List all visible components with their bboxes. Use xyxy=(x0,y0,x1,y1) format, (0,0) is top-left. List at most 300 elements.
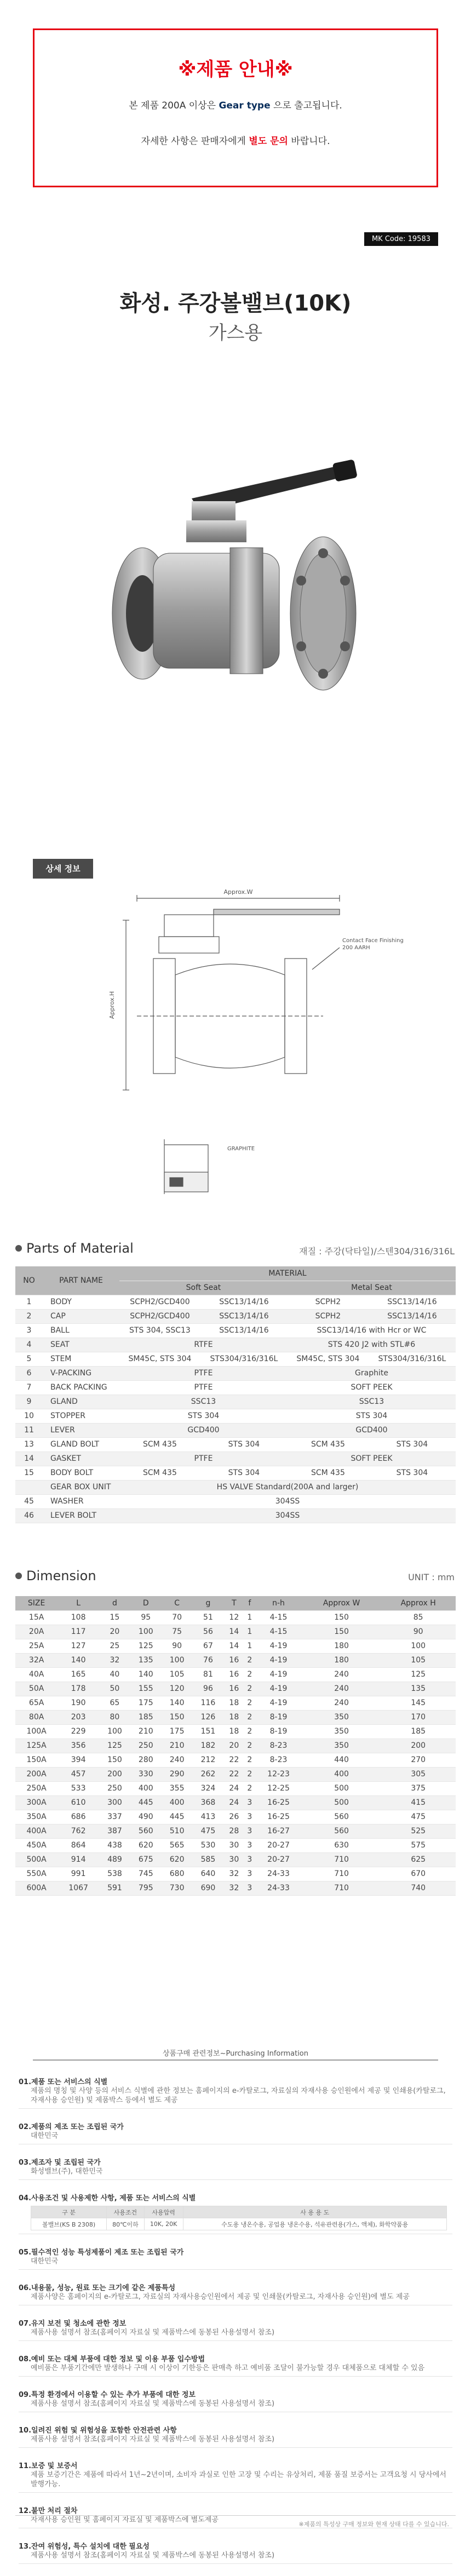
dimension-cell: 640 xyxy=(193,1867,224,1881)
dimension-cell: 3 xyxy=(244,1867,255,1881)
dimension-cell: 500A xyxy=(15,1852,58,1867)
mk-code-badge: MK Code: 19583 xyxy=(364,232,438,246)
dimension-cell: 2 xyxy=(244,1739,255,1753)
parts-heading: Parts of Material xyxy=(15,1240,134,1256)
dimension-cell: 180 xyxy=(302,1639,381,1653)
dimension-cell: 32 xyxy=(223,1881,244,1895)
dimension-cell: 126 xyxy=(193,1710,224,1724)
parts-cell-metal-2: STS304/316/316L xyxy=(369,1352,456,1366)
footer-divider xyxy=(15,2515,456,2516)
dimension-head-cell: n-h xyxy=(255,1596,302,1610)
parts-cell-no: 6 xyxy=(15,1366,43,1380)
dimension-cell: 250A xyxy=(15,1781,58,1795)
dimension-row xyxy=(15,1625,456,1639)
dimension-cell: 22 xyxy=(223,1767,244,1781)
parts-cell-metal-2: SSC13/14/16 xyxy=(369,1295,456,1309)
dimension-cell: 155 xyxy=(130,1682,162,1696)
dimension-cell: 585 xyxy=(193,1852,224,1867)
dimension-cell: 120 xyxy=(162,1682,193,1696)
dimension-cell: 400 xyxy=(130,1781,162,1795)
dimension-cell: 150 xyxy=(302,1610,381,1625)
parts-cell-name: SEAT xyxy=(43,1338,119,1352)
dimension-cell: 3 xyxy=(244,1881,255,1895)
parts-head-metal: Metal Seat xyxy=(288,1281,456,1295)
dimension-cell: 3 xyxy=(244,1824,255,1838)
dimension-cell: 240 xyxy=(302,1696,381,1710)
dimension-cell: 65A xyxy=(15,1696,58,1710)
parts-cell-name: GASKET xyxy=(43,1451,119,1466)
dimension-cell: 70 xyxy=(162,1610,193,1625)
dimension-cell: 100 xyxy=(381,1639,456,1653)
dimension-row xyxy=(15,1696,456,1710)
dimension-cell: 250 xyxy=(99,1781,130,1795)
purchasing-answer: 화성밸브(주), 대한민국 xyxy=(31,2167,103,2176)
parts-cell-metal-1: SCPH2 xyxy=(288,1295,369,1309)
dimension-row xyxy=(15,1739,456,1753)
dimension-cell: 795 xyxy=(130,1881,162,1895)
parts-cell-metal: GCD400 xyxy=(288,1423,456,1437)
dimension-cell: 538 xyxy=(99,1867,130,1881)
purchasing-item xyxy=(19,2282,452,2305)
dimension-cell: 165 xyxy=(58,1667,99,1682)
dimension-unit: UNIT : mm xyxy=(408,1572,455,1582)
dimension-row xyxy=(15,1810,456,1824)
parts-cell-soft-2: STS304/316/316L xyxy=(200,1352,288,1366)
dimension-row xyxy=(15,1852,456,1867)
dimension-cell: 4-19 xyxy=(255,1653,302,1667)
dimension-cell: 356 xyxy=(58,1739,99,1753)
dimension-cell: 170 xyxy=(381,1710,456,1724)
dimension-cell: 20 xyxy=(223,1739,244,1753)
parts-cell-name: GLAND BOLT xyxy=(43,1437,119,1451)
dimension-cell: 90 xyxy=(381,1625,456,1639)
dimension-cell: 26 xyxy=(223,1810,244,1824)
parts-cell-no: 2 xyxy=(15,1309,43,1323)
parts-row xyxy=(15,1380,456,1395)
dimension-row xyxy=(15,1667,456,1682)
purchasing-question: 01.제품 또는 서비스의 식별 xyxy=(19,2078,108,2086)
usage-cell: 10K, 20K xyxy=(144,2218,183,2230)
purchasing-question: 02.제품의 제조 또는 조립된 국가 xyxy=(19,2123,124,2131)
dimension-cell: 240 xyxy=(302,1682,381,1696)
purchasing-item xyxy=(19,2121,452,2144)
dimension-cell: 32A xyxy=(15,1653,58,1667)
purchasing-item xyxy=(19,2317,452,2341)
parts-row xyxy=(15,1338,456,1352)
dimension-row xyxy=(15,1753,456,1767)
dimension-cell: 8-19 xyxy=(255,1724,302,1739)
purchasing-item xyxy=(19,2353,452,2377)
dimension-head-cell: C xyxy=(162,1596,193,1610)
dimension-cell: 140 xyxy=(130,1667,162,1682)
dimension-cell: 475 xyxy=(381,1810,456,1824)
dimension-cell: 20-27 xyxy=(255,1852,302,1867)
parts-cell-soft: PTFE xyxy=(119,1451,288,1466)
purchasing-answer: 대한민국 xyxy=(31,2132,59,2140)
parts-cell-soft-2: SSC13/14/16 xyxy=(200,1309,288,1323)
dimension-cell: 2 xyxy=(244,1653,255,1667)
dimension-head-cell: D xyxy=(130,1596,162,1610)
dimension-cell: 675 xyxy=(130,1852,162,1867)
dimension-cell: 40A xyxy=(15,1667,58,1682)
usage-head-cell: 사 용 용 도 xyxy=(183,2206,446,2218)
purchasing-item xyxy=(19,2540,452,2564)
parts-cell-no: 46 xyxy=(15,1508,43,1523)
purchasing-question: 12.불만 처리 절차 xyxy=(19,2507,78,2515)
parts-cell-name: CAP xyxy=(43,1309,119,1323)
notice-line-1-post: 으로 출고됩니다. xyxy=(270,100,342,111)
product-title: 화성. 주강볼밸브(10K) xyxy=(119,291,352,316)
purchasing-answer: 대한민국 xyxy=(31,2257,59,2265)
dimension-cell: 530 xyxy=(193,1838,224,1852)
dimension-cell: 680 xyxy=(162,1867,193,1881)
dimension-cell: 620 xyxy=(130,1838,162,1852)
dimension-cell: 630 xyxy=(302,1838,381,1852)
parts-cell-metal: SSC13 xyxy=(288,1395,456,1409)
dimension-cell: 14 xyxy=(223,1625,244,1639)
dimension-cell: 18 xyxy=(223,1724,244,1739)
dimension-cell: 400 xyxy=(162,1795,193,1810)
parts-cell-name: LEVER BOLT xyxy=(43,1508,119,1523)
parts-row xyxy=(15,1423,456,1437)
dimension-cell: 730 xyxy=(162,1881,193,1895)
dimension-cell: 28 xyxy=(223,1824,244,1838)
dimension-cell: 185 xyxy=(381,1724,456,1739)
dimension-cell: 1 xyxy=(244,1625,255,1639)
parts-cell-metal: STS 420 J2 with STL#6 xyxy=(288,1338,456,1352)
parts-cell-metal: STS 304 xyxy=(288,1409,456,1423)
parts-row xyxy=(15,1309,456,1323)
dimension-cell: 100A xyxy=(15,1724,58,1739)
usage-head-cell: 구 분 xyxy=(31,2206,107,2218)
dimension-row xyxy=(15,1795,456,1810)
dimension-cell: 56 xyxy=(193,1625,224,1639)
dimension-cell: 510 xyxy=(162,1824,193,1838)
dimension-cell: 2 xyxy=(244,1724,255,1739)
dimension-cell: 3 xyxy=(244,1852,255,1867)
ball-valve-photo xyxy=(104,449,367,701)
notice-line-1-emphasis: Gear type xyxy=(219,100,271,111)
parts-cell-no: 14 xyxy=(15,1451,43,1466)
purchasing-item xyxy=(19,2424,452,2448)
dimension-cell: 15A xyxy=(15,1610,58,1625)
parts-cell-metal-1: SCPH2 xyxy=(288,1309,369,1323)
dimension-cell: 710 xyxy=(302,1867,381,1881)
parts-cell-soft: SSC13 xyxy=(119,1395,288,1409)
purchasing-divider xyxy=(19,2340,452,2341)
bullet-icon xyxy=(15,1573,22,1579)
parts-cell-soft: STS 304 xyxy=(119,1409,288,1423)
dimension-cell: 300A xyxy=(15,1795,58,1810)
dimension-cell: 67 xyxy=(193,1639,224,1653)
dimension-cell: 178 xyxy=(58,1682,99,1696)
dimension-cell: 710 xyxy=(302,1852,381,1867)
dimension-cell: 533 xyxy=(58,1781,99,1795)
dimension-cell: 413 xyxy=(193,1810,224,1824)
dimension-cell: 90 xyxy=(162,1639,193,1653)
dimension-cell: 375 xyxy=(381,1781,456,1795)
dimension-cell: 150 xyxy=(302,1625,381,1639)
dimension-cell: 305 xyxy=(381,1767,456,1781)
dimension-cell: 125 xyxy=(99,1739,130,1753)
dimension-cell: 150 xyxy=(99,1753,130,1767)
dimension-cell: 65 xyxy=(99,1696,130,1710)
parts-cell-no: 5 xyxy=(15,1352,43,1366)
dimension-cell: 262 xyxy=(193,1767,224,1781)
purchasing-item xyxy=(19,2389,452,2412)
parts-cell-metal-2: STS 304 xyxy=(369,1437,456,1451)
purchasing-title: 상품구매 관련정보~Purchasing Information xyxy=(162,2050,308,2058)
dimension-cell: 270 xyxy=(381,1753,456,1767)
dimension-row xyxy=(15,1867,456,1881)
parts-cell-no: 4 xyxy=(15,1338,43,1352)
dimension-cell: 210 xyxy=(162,1739,193,1753)
parts-cell-soft-2: SSC13/14/16 xyxy=(200,1295,288,1309)
dimension-cell: 135 xyxy=(130,1653,162,1667)
dimension-row xyxy=(15,1881,456,1895)
dimension-row xyxy=(15,1767,456,1781)
dimension-head-cell: f xyxy=(244,1596,255,1610)
parts-cell-soft-1: SCM 435 xyxy=(119,1466,200,1480)
dimension-cell: 151 xyxy=(193,1724,224,1739)
dimension-row xyxy=(15,1838,456,1852)
dimension-cell: 145 xyxy=(381,1696,456,1710)
dimension-cell: 40 xyxy=(99,1667,130,1682)
purchasing-divider xyxy=(19,2376,452,2377)
dimension-head-cell: L xyxy=(58,1596,99,1610)
parts-cell-soft-2: STS 304 xyxy=(200,1437,288,1451)
dimension-cell: 337 xyxy=(99,1810,130,1824)
dimension-cell: 575 xyxy=(381,1838,456,1852)
parts-cell-soft-2: STS 304 xyxy=(200,1466,288,1480)
dimension-cell: 25 xyxy=(99,1639,130,1653)
dimension-cell: 32 xyxy=(99,1653,130,1667)
parts-row xyxy=(15,1395,456,1409)
dimension-cell: 12-23 xyxy=(255,1767,302,1781)
dimension-cell: 75 xyxy=(162,1625,193,1639)
notice-line-2-pre: 자세한 사항은 판매자에게 xyxy=(141,136,249,147)
dimension-cell: 16 xyxy=(223,1682,244,1696)
dimension-cell: 200 xyxy=(381,1739,456,1753)
parts-cell-no: 15 xyxy=(15,1466,43,1480)
purchasing-item xyxy=(19,2460,452,2493)
parts-cell-no xyxy=(15,1480,43,1494)
dimension-row xyxy=(15,1781,456,1795)
dimension-cell: 2 xyxy=(244,1767,255,1781)
dimension-cell: 489 xyxy=(99,1852,130,1867)
purchasing-question: 08.예비 또는 대체 부품에 대한 정보 및 이용 부품 입수방법 xyxy=(19,2355,205,2363)
dimension-cell: 16-25 xyxy=(255,1810,302,1824)
dimension-cell: 20 xyxy=(99,1625,130,1639)
dimension-cell: 1067 xyxy=(58,1881,99,1895)
parts-row xyxy=(15,1323,456,1338)
dimension-cell: 50 xyxy=(99,1682,130,1696)
dimension-cell: 100 xyxy=(130,1625,162,1639)
dimension-cell: 1 xyxy=(244,1610,255,1625)
notice-line-2-emphasis: 별도 문의 xyxy=(249,136,288,147)
dimension-head-cell: T xyxy=(223,1596,244,1610)
dimension-cell: 400A xyxy=(15,1824,58,1838)
purchasing-question: 03.제조자 및 조립된 국가 xyxy=(19,2159,101,2167)
drawing-graphite: GRAPHITE xyxy=(227,1146,255,1152)
dimension-cell: 350 xyxy=(302,1710,381,1724)
usage-head-cell: 사용압력 xyxy=(144,2206,183,2218)
dimension-cell: 350A xyxy=(15,1810,58,1824)
notice-title: ※제품 안내※ xyxy=(178,59,293,81)
detail-info-tab[interactable]: 상세 정보 xyxy=(33,859,93,879)
parts-cell-no: 10 xyxy=(15,1409,43,1423)
dimension-cell: 30 xyxy=(223,1852,244,1867)
parts-row xyxy=(15,1295,456,1309)
dimension-cell: 450A xyxy=(15,1838,58,1852)
dimension-cell: 24-33 xyxy=(255,1881,302,1895)
parts-cell-soft-1: SCPH2/GCD400 xyxy=(119,1309,200,1323)
parts-cell-no: 3 xyxy=(15,1323,43,1338)
parts-cell-name: V-PACKING xyxy=(43,1366,119,1380)
dimension-cell: 8-23 xyxy=(255,1739,302,1753)
dimension-cell: 24-33 xyxy=(255,1867,302,1881)
parts-cell-material: HS VALVE Standard(200A and larger) xyxy=(119,1480,456,1494)
parts-cell-name: LEVER xyxy=(43,1423,119,1437)
dimension-cell: 690 xyxy=(193,1881,224,1895)
dimension-cell: 22 xyxy=(223,1753,244,1767)
usage-row xyxy=(31,2218,447,2230)
parts-cell-metal-2: SSC13/14/16 xyxy=(369,1309,456,1323)
dimension-cell: 560 xyxy=(130,1824,162,1838)
parts-cell-soft: RTFE xyxy=(119,1338,288,1352)
dimension-cell: 30 xyxy=(223,1838,244,1852)
purchasing-answer: 제품사용 설명서 참조(홈페이지 자료실 및 제품박스에 동봉된 사용설명서 참조) xyxy=(31,2435,275,2443)
parts-cell-metal-1: SCM 435 xyxy=(288,1466,369,1480)
dimension-cell: 229 xyxy=(58,1724,99,1739)
dimension-cell: 1 xyxy=(244,1639,255,1653)
dimension-cell: 4-19 xyxy=(255,1639,302,1653)
dimension-cell: 100 xyxy=(162,1653,193,1667)
purchasing-item xyxy=(19,2076,452,2109)
purchasing-info xyxy=(19,2076,452,2576)
dimension-cell: 560 xyxy=(302,1810,381,1824)
parts-cell-metal: SSC13/14/16 with Hcr or WC xyxy=(288,1323,456,1338)
parts-head-name: PART NAME xyxy=(43,1266,119,1295)
dimension-cell: 125 xyxy=(130,1639,162,1653)
dimension-cell: 864 xyxy=(58,1838,99,1852)
dimension-cell: 14 xyxy=(223,1639,244,1653)
parts-table xyxy=(15,1266,456,1523)
purchasing-question: 10.일려진 위험 및 위험성을 포함한 안전관련 사항 xyxy=(19,2426,177,2435)
dimension-cell: 565 xyxy=(162,1838,193,1852)
dimension-cell: 150A xyxy=(15,1753,58,1767)
dimension-cell: 8-19 xyxy=(255,1710,302,1724)
dimension-heading: Dimension xyxy=(15,1568,96,1584)
purchasing-question: 06.내용물, 성능, 원료 또는 크기에 같은 제품특성 xyxy=(19,2284,176,2292)
dimension-cell: 745 xyxy=(130,1867,162,1881)
dimension-cell: 525 xyxy=(381,1824,456,1838)
purchasing-item xyxy=(19,2156,452,2180)
dimension-cell: 475 xyxy=(193,1824,224,1838)
dimension-head-cell: Approx H xyxy=(381,1596,456,1610)
parts-cell-metal-1: SM45C, STS 304 xyxy=(288,1352,369,1366)
dimension-cell: 500 xyxy=(302,1795,381,1810)
dimension-cell: 500 xyxy=(302,1781,381,1795)
dimension-row xyxy=(15,1710,456,1724)
dimension-table xyxy=(15,1596,456,1896)
parts-row xyxy=(15,1352,456,1366)
usage-conditions-table xyxy=(31,2206,447,2230)
purchasing-answer: 자재사용 승인원 및 홈페이지 자료실 및 제품박스에 별도제공 xyxy=(31,2516,219,2524)
dimension-cell: 4-19 xyxy=(255,1667,302,1682)
dimension-cell: 2 xyxy=(244,1781,255,1795)
dimension-cell: 125A xyxy=(15,1739,58,1753)
purchasing-divider xyxy=(33,2059,438,2061)
usage-cell: 수도용 냉온수용, 공업용 냉온수용, 석유관련용(가스, 액체), 화학약품용 xyxy=(183,2218,446,2230)
usage-cell: 80℃이하 xyxy=(107,2218,144,2230)
dimension-head-cell: SIZE xyxy=(15,1596,58,1610)
parts-cell-soft-1: STS 304, SSC13 xyxy=(119,1323,200,1338)
dimension-cell: 116 xyxy=(193,1696,224,1710)
parts-row xyxy=(15,1508,456,1523)
parts-cell-no: 45 xyxy=(15,1494,43,1508)
dimension-cell: 175 xyxy=(130,1696,162,1710)
parts-cell-metal-2: STS 304 xyxy=(369,1466,456,1480)
dimension-cell: 15 xyxy=(99,1610,130,1625)
dimension-cell: 394 xyxy=(58,1753,99,1767)
dimension-cell: 140 xyxy=(162,1696,193,1710)
dimension-row xyxy=(15,1682,456,1696)
dimension-cell: 438 xyxy=(99,1838,130,1852)
usage-head-row xyxy=(31,2206,447,2218)
drawing-contact-face: Contact Face Finishing xyxy=(342,938,404,944)
purchasing-question: 09.특정 환경에서 이용할 수 있는 추가 부품에 대한 정보 xyxy=(19,2391,196,2399)
parts-cell-name: GEAR BOX UNIT xyxy=(43,1480,119,1494)
dimension-cell: 610 xyxy=(58,1795,99,1810)
dimension-cell: 16-25 xyxy=(255,1795,302,1810)
dimension-cell: 180 xyxy=(302,1653,381,1667)
dimension-cell: 387 xyxy=(99,1824,130,1838)
purchasing-answer: 제품 보증기간은 제품에 따라서 1년~2년이며, 소비자 과실로 인한 고장 및 수리는 유상처리, 제품 품질 보증서는 고객요청 시 당사에서 발행가능. xyxy=(31,2471,446,2488)
dimension-cell: 710 xyxy=(302,1881,381,1895)
dimension-cell: 368 xyxy=(193,1795,224,1810)
purchasing-divider xyxy=(19,2108,452,2109)
purchasing-item xyxy=(19,2246,452,2270)
dimension-cell: 96 xyxy=(193,1682,224,1696)
parts-cell-soft-1: SCM 435 xyxy=(119,1437,200,1451)
dimension-cell: 2 xyxy=(244,1667,255,1682)
dimension-cell: 445 xyxy=(130,1795,162,1810)
dimension-cell: 25A xyxy=(15,1639,58,1653)
dimension-cell: 8-23 xyxy=(255,1753,302,1767)
dimension-cell: 3 xyxy=(244,1838,255,1852)
dimension-cell: 50A xyxy=(15,1682,58,1696)
notice-line-1 xyxy=(35,97,436,111)
dimension-cell: 51 xyxy=(193,1610,224,1625)
drawing-contact-face-2: 200 AARH xyxy=(342,945,370,951)
dimension-cell: 105 xyxy=(381,1653,456,1667)
parts-cell-name: BODY xyxy=(43,1295,119,1309)
purchasing-answer: 제품사양은 홈페이지의 e-카탈로그, 자료실의 자재사용승인원에서 제공 및 인쇄물(카탈로그, 자재사용 승인원)에 별도 제공 xyxy=(31,2293,410,2301)
dimension-cell: 625 xyxy=(381,1852,456,1867)
dimension-cell: 620 xyxy=(162,1852,193,1867)
parts-row xyxy=(15,1466,456,1480)
dimension-cell: 2 xyxy=(244,1696,255,1710)
dimension-cell: 4-19 xyxy=(255,1682,302,1696)
drawing-approx-w: Approx.W xyxy=(223,888,253,896)
dimension-cell: 350 xyxy=(302,1739,381,1753)
parts-row xyxy=(15,1480,456,1494)
purchasing-question: 13.잔여 위험성, 특수 설치에 대한 필요성 xyxy=(19,2543,150,2551)
parts-cell-soft-1: SCPH2/GCD400 xyxy=(119,1295,200,1309)
dimension-cell: 16 xyxy=(223,1667,244,1682)
dimension-cell: 490 xyxy=(130,1810,162,1824)
